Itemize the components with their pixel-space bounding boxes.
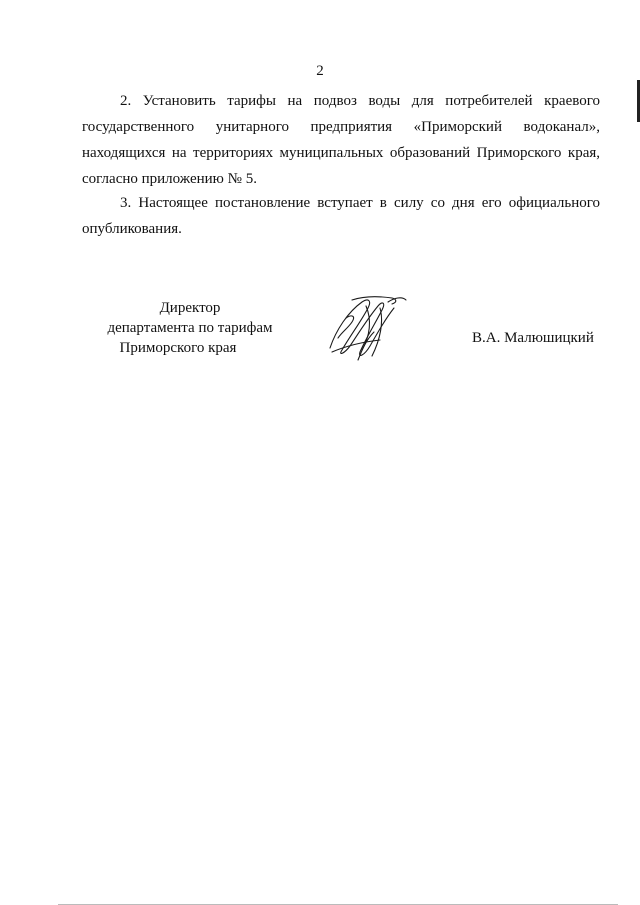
handwritten-signature — [322, 290, 412, 365]
paragraph-3: 3. Настоящее постановление вступает в силу со дня его официального опубликования. — [82, 195, 600, 237]
signatory-title-line: Приморского края — [119, 340, 237, 356]
signatory-title-line: департамента по тарифам — [107, 320, 273, 336]
signatory-title-line: Директор — [159, 300, 221, 316]
signatory-name: В.А. Малюшицкий — [472, 330, 594, 346]
paragraph-2: 2. Установить тарифы на подвоз воды для потребителей краевого государственного унитарного предприятия «Приморский водоканал», находящихся на территориях муниципальных образований Приморского края, согласно приложению № 5. — [82, 93, 600, 187]
page-number: 2 — [316, 63, 324, 79]
signatory-title — [90, 298, 290, 358]
